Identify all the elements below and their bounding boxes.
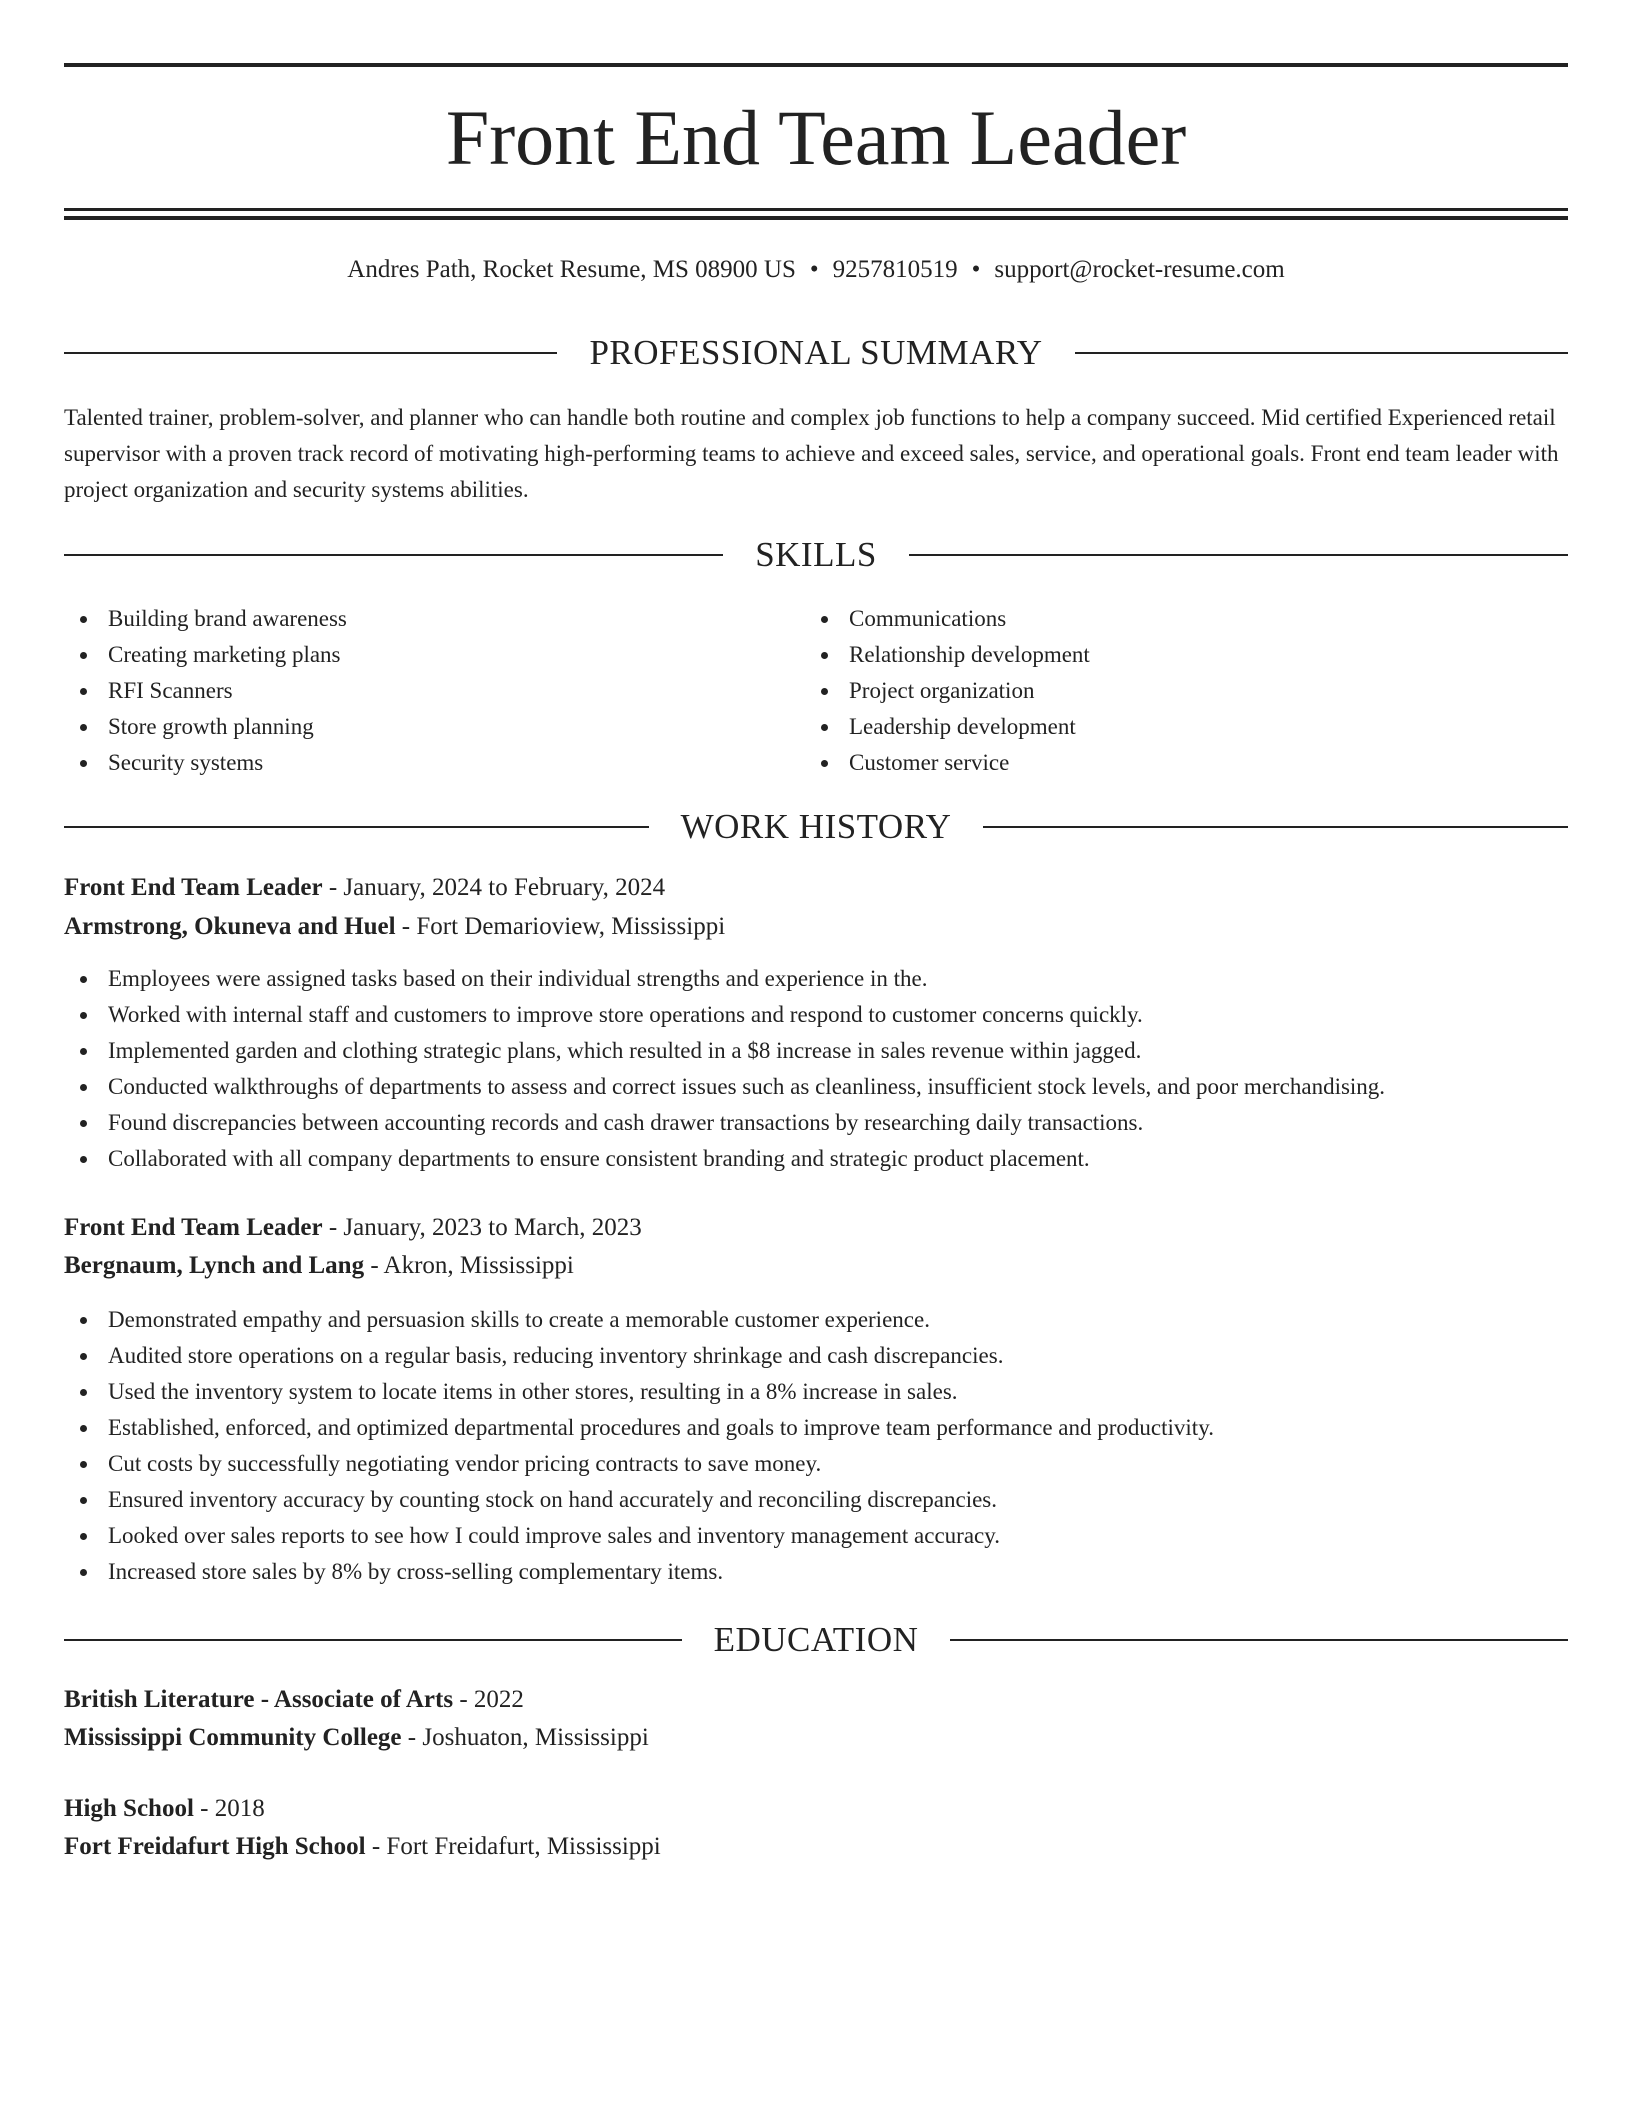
heading-rule xyxy=(983,826,1568,828)
job-company: Bergnaum, Lynch and Lang xyxy=(64,1252,365,1279)
skill-item: Store growth planning xyxy=(64,709,347,745)
title-rule-lower xyxy=(64,216,1568,220)
education-location: - Joshuaton, Mississippi xyxy=(401,1724,649,1751)
job-duty: Increased store sales by 8% by cross-selling complementary items. xyxy=(64,1554,1568,1590)
job-title: Front End Team Leader xyxy=(64,1214,323,1241)
education-degree-line xyxy=(64,1682,1568,1718)
education-year: - 2022 xyxy=(453,1686,524,1713)
section-title: EDUCATION xyxy=(713,1620,919,1659)
heading-rule xyxy=(64,826,649,828)
section-title: WORK HISTORY xyxy=(680,807,952,846)
job-duty: Cut costs by successfully negotiating vendor pricing contracts to save money. xyxy=(64,1446,1568,1482)
education-school-line xyxy=(64,1829,1568,1865)
job-duty: Demonstrated empathy and persuasion skills to create a memorable customer experience. xyxy=(64,1302,1568,1338)
skills-list-right xyxy=(805,601,1090,781)
contact-address: Andres Path, Rocket Resume, MS 08900 US xyxy=(347,256,796,283)
education-school: Fort Freidafurt High School xyxy=(64,1833,366,1860)
job-duty: Established, enforced, and optimized departmental procedures and goals to improve team performance and productivity. xyxy=(64,1410,1568,1446)
job-duty: Found discrepancies between accounting records and cash drawer transactions by researching daily transactions. xyxy=(64,1105,1568,1141)
education-year: - 2018 xyxy=(193,1795,265,1822)
heading-rule xyxy=(64,554,723,556)
job-duty: Looked over sales reports to see how I could improve sales and inventory management accuracy. xyxy=(64,1518,1568,1554)
top-rule xyxy=(64,63,1568,67)
summary-text: Talented trainer, problem-solver, and planner who can handle both routine and complex job functions to help a company succeed. Mid certified Experienced retail supervisor with a proven track record of motivating high-performing teams to achieve and exceed sales, service, and operational goals. Front end team leader with project organization and security systems abilities. xyxy=(64,405,1559,502)
skill-item: Building brand awareness xyxy=(64,601,347,637)
job-duty: Worked with internal staff and customers to improve store operations and respond to customer concerns quickly. xyxy=(64,997,1568,1033)
job-duties-list xyxy=(64,961,1568,1177)
education-degree: British Literature - Associate of Arts xyxy=(64,1686,454,1713)
heading-rule xyxy=(950,1639,1568,1641)
skill-item: Leadership development xyxy=(805,709,1090,745)
title-rule-upper xyxy=(64,208,1568,211)
job-dates: - January, 2023 to March, 2023 xyxy=(322,1214,642,1241)
job-duties-list xyxy=(64,1302,1568,1590)
job-location: - Fort Demarioview, Mississippi xyxy=(395,913,726,940)
skill-item: Communications xyxy=(805,601,1090,637)
section-heading-work xyxy=(64,805,1568,849)
job-title: Front End Team Leader xyxy=(64,874,323,901)
section-title: SKILLS xyxy=(755,535,877,574)
contact-phone: 9257810519 xyxy=(832,256,958,283)
education-school-line xyxy=(64,1720,1568,1756)
education-location: - Fort Freidafurt, Mississippi xyxy=(365,1833,661,1860)
education-degree-line xyxy=(64,1791,1568,1827)
job-duty: Conducted walkthroughs of departments to assess and correct issues such as cleanliness, insufficient stock levels, and poor merchandising. xyxy=(64,1069,1568,1105)
contact-line xyxy=(64,254,1568,286)
heading-rule xyxy=(909,554,1568,556)
skill-item: Creating marketing plans xyxy=(64,637,347,673)
skill-item: Customer service xyxy=(805,745,1090,781)
job-company: Armstrong, Okuneva and Huel xyxy=(64,913,396,940)
job-duty: Implemented garden and clothing strategic plans, which resulted in a $8 increase in sales revenue within jagged. xyxy=(64,1033,1568,1069)
job-duty: Ensured inventory accuracy by counting stock on hand accurately and reconciling discrepancies. xyxy=(64,1482,1568,1518)
section-heading-education xyxy=(64,1618,1568,1662)
contact-email: support@rocket-resume.com xyxy=(994,256,1285,283)
section-title: PROFESSIONAL SUMMARY xyxy=(589,333,1043,372)
heading-rule xyxy=(1075,352,1568,354)
job-dates: - January, 2024 to February, 2024 xyxy=(322,874,666,901)
education-school: Mississippi Community College xyxy=(64,1724,402,1751)
heading-rule xyxy=(64,352,557,354)
skill-item: Project organization xyxy=(805,673,1090,709)
contact-separator: • xyxy=(971,256,981,283)
skill-item: Security systems xyxy=(64,745,347,781)
job-duty: Used the inventory system to locate items in other stores, resulting in a 8% increase in sales. xyxy=(64,1374,1568,1410)
job-duty: Audited store operations on a regular basis, reducing inventory shrinkage and cash discrepancies. xyxy=(64,1338,1568,1374)
job-company-line xyxy=(64,909,1568,945)
job-title-line xyxy=(64,1210,1568,1246)
skill-item: RFI Scanners xyxy=(64,673,347,709)
job-duty: Employees were assigned tasks based on their individual strengths and experience in the. xyxy=(64,961,1568,997)
job-title-line xyxy=(64,870,1568,906)
job-company-line xyxy=(64,1248,1568,1284)
skills-list-left xyxy=(64,601,347,781)
contact-separator: • xyxy=(809,256,819,283)
heading-rule xyxy=(64,1639,682,1641)
section-heading-summary xyxy=(64,331,1568,375)
skill-item: Relationship development xyxy=(805,637,1090,673)
job-location: - Akron, Mississippi xyxy=(364,1252,574,1279)
education-degree: High School xyxy=(64,1795,194,1822)
section-heading-skills xyxy=(64,533,1568,577)
job-duty: Collaborated with all company departments to ensure consistent branding and strategic product placement. xyxy=(64,1141,1568,1177)
resume-title: Front End Team Leader xyxy=(445,94,1187,181)
